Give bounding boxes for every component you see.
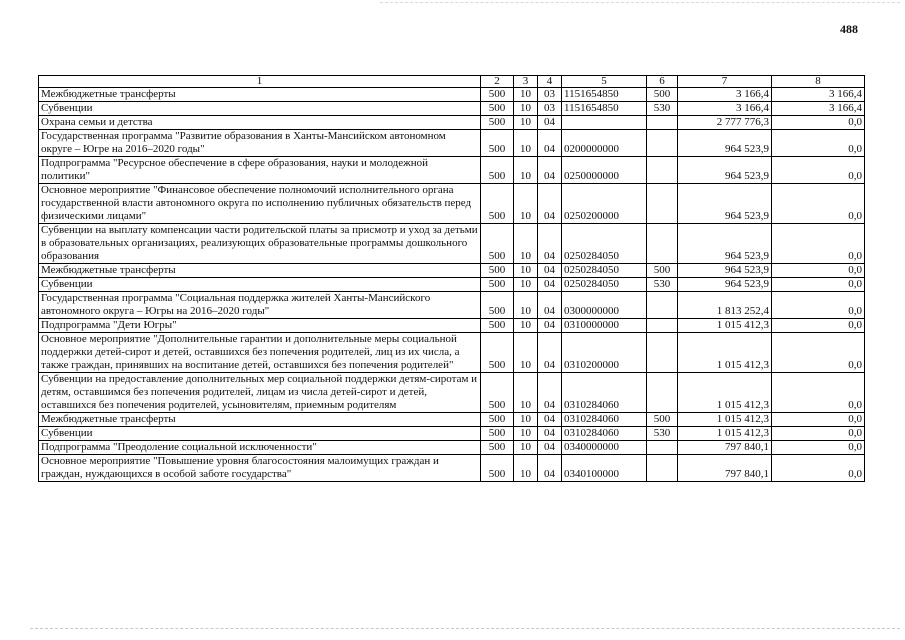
row-amount-cell: 964 523,9 xyxy=(678,130,772,157)
row-code-cell: 500 xyxy=(481,88,514,102)
row-expense-type-cell xyxy=(647,455,678,482)
row-code-cell: 500 xyxy=(481,441,514,455)
scan-artifact-bottom xyxy=(30,628,900,629)
row-subsection-cell: 04 xyxy=(538,184,562,224)
row-amount-cell: 1 015 412,3 xyxy=(678,413,772,427)
row-name-cell: Охрана семьи и детства xyxy=(39,116,481,130)
row-amount-cell: 3 166,4 xyxy=(678,102,772,116)
header-cell: 1 xyxy=(39,76,481,88)
table-row xyxy=(39,455,865,482)
row-section-cell: 10 xyxy=(514,413,538,427)
row-expense-type-cell xyxy=(647,319,678,333)
table-row xyxy=(39,319,865,333)
row-target-cell: 0310284060 xyxy=(562,413,647,427)
row-target-cell: 0250284050 xyxy=(562,224,647,264)
scan-artifact-top xyxy=(380,2,900,3)
row-name-cell: Подпрограмма "Ресурсное обеспечение в сфере образования, науки и молодежной политики" xyxy=(39,157,481,184)
row-amount2-cell: 0,0 xyxy=(772,224,865,264)
row-expense-type-cell: 500 xyxy=(647,413,678,427)
row-name-cell: Подпрограмма "Дети Югры" xyxy=(39,319,481,333)
row-amount2-cell: 0,0 xyxy=(772,455,865,482)
row-name-cell: Государственная программа "Социальная поддержка жителей Ханты-Мансийского автономного округа – Югры на 2016–2020 годы" xyxy=(39,292,481,319)
row-subsection-cell: 04 xyxy=(538,413,562,427)
row-subsection-cell: 04 xyxy=(538,319,562,333)
row-amount-cell: 964 523,9 xyxy=(678,224,772,264)
row-expense-type-cell xyxy=(647,441,678,455)
row-target-cell: 0250284050 xyxy=(562,278,647,292)
row-code-cell: 500 xyxy=(481,455,514,482)
table-row xyxy=(39,224,865,264)
row-name-cell: Основное мероприятие "Финансовое обеспечение полномочий исполнительного органа государственной власти автономного округа по исполнению публичных обязательств перед физическими лицами" xyxy=(39,184,481,224)
row-amount2-cell: 0,0 xyxy=(772,319,865,333)
header-cell: 3 xyxy=(514,76,538,88)
header-cell: 8 xyxy=(772,76,865,88)
row-amount2-cell: 0,0 xyxy=(772,373,865,413)
row-target-cell: 0340100000 xyxy=(562,455,647,482)
row-expense-type-cell xyxy=(647,373,678,413)
row-subsection-cell: 04 xyxy=(538,292,562,319)
row-code-cell: 500 xyxy=(481,184,514,224)
row-code-cell: 500 xyxy=(481,413,514,427)
row-section-cell: 10 xyxy=(514,292,538,319)
row-subsection-cell: 04 xyxy=(538,427,562,441)
row-section-cell: 10 xyxy=(514,157,538,184)
header-cell: 7 xyxy=(678,76,772,88)
row-code-cell: 500 xyxy=(481,278,514,292)
row-amount2-cell: 0,0 xyxy=(772,116,865,130)
row-amount-cell: 964 523,9 xyxy=(678,278,772,292)
row-expense-type-cell xyxy=(647,116,678,130)
row-amount-cell: 1 015 412,3 xyxy=(678,427,772,441)
row-subsection-cell: 04 xyxy=(538,333,562,373)
row-section-cell: 10 xyxy=(514,455,538,482)
row-amount-cell: 2 777 776,3 xyxy=(678,116,772,130)
row-amount-cell: 797 840,1 xyxy=(678,441,772,455)
row-section-cell: 10 xyxy=(514,102,538,116)
row-amount2-cell: 3 166,4 xyxy=(772,102,865,116)
row-amount-cell: 964 523,9 xyxy=(678,184,772,224)
row-subsection-cell: 04 xyxy=(538,130,562,157)
row-amount2-cell: 0,0 xyxy=(772,333,865,373)
row-amount2-cell: 0,0 xyxy=(772,157,865,184)
table-row xyxy=(39,427,865,441)
table-row xyxy=(39,278,865,292)
row-code-cell: 500 xyxy=(481,116,514,130)
row-name-cell: Межбюджетные трансферты xyxy=(39,88,481,102)
row-name-cell: Субвенции xyxy=(39,102,481,116)
table-row xyxy=(39,333,865,373)
row-expense-type-cell xyxy=(647,184,678,224)
row-code-cell: 500 xyxy=(481,292,514,319)
row-target-cell: 0250200000 xyxy=(562,184,647,224)
row-amount-cell: 1 015 412,3 xyxy=(678,319,772,333)
table-row xyxy=(39,413,865,427)
row-expense-type-cell: 500 xyxy=(647,88,678,102)
row-target-cell: 0250000000 xyxy=(562,157,647,184)
row-name-cell: Субвенции xyxy=(39,427,481,441)
page-number: 488 xyxy=(840,22,858,36)
row-subsection-cell: 04 xyxy=(538,373,562,413)
row-subsection-cell: 04 xyxy=(538,224,562,264)
row-name-cell: Государственная программа "Развитие образования в Ханты-Мансийском автономном округе – Югре на 2016–2020 годы" xyxy=(39,130,481,157)
row-target-cell: 0310000000 xyxy=(562,319,647,333)
row-section-cell: 10 xyxy=(514,333,538,373)
header-cell: 2 xyxy=(481,76,514,88)
row-amount-cell: 3 166,4 xyxy=(678,88,772,102)
row-amount2-cell: 0,0 xyxy=(772,184,865,224)
row-name-cell: Субвенции на предоставление дополнительных мер социальной поддержки детям-сиротам и детям, оставшимся без попечения родителей, лицам из числа детей-сирот и детей, оставшихся без попечения родителей, усыновителям, приемным родителям xyxy=(39,373,481,413)
row-name-cell: Основное мероприятие "Повышение уровня благосостояния малоимущих граждан и граждан, нуждающихся в особой заботе государства" xyxy=(39,455,481,482)
row-target-cell: 0300000000 xyxy=(562,292,647,319)
row-expense-type-cell xyxy=(647,157,678,184)
row-name-cell: Основное мероприятие "Дополнительные гарантии и дополнительные меры социальной поддержки детей-сирот и детей, оставшихся без попечения родителей, лиц из их числа, а также граждан, принявших на воспитание детей, оставшихся без попечения родителей" xyxy=(39,333,481,373)
row-amount2-cell: 0,0 xyxy=(772,292,865,319)
row-code-cell: 500 xyxy=(481,264,514,278)
row-expense-type-cell xyxy=(647,292,678,319)
table-row xyxy=(39,184,865,224)
row-section-cell: 10 xyxy=(514,184,538,224)
row-expense-type-cell: 530 xyxy=(647,427,678,441)
row-code-cell: 500 xyxy=(481,157,514,184)
row-section-cell: 10 xyxy=(514,116,538,130)
row-expense-type-cell xyxy=(647,224,678,264)
row-section-cell: 10 xyxy=(514,264,538,278)
row-section-cell: 10 xyxy=(514,88,538,102)
row-amount2-cell: 0,0 xyxy=(772,441,865,455)
table-row xyxy=(39,157,865,184)
row-amount-cell: 1 015 412,3 xyxy=(678,333,772,373)
row-target-cell: 0310284060 xyxy=(562,427,647,441)
row-subsection-cell: 04 xyxy=(538,441,562,455)
row-amount-cell: 1 015 412,3 xyxy=(678,373,772,413)
row-amount2-cell: 0,0 xyxy=(772,130,865,157)
row-amount-cell: 964 523,9 xyxy=(678,264,772,278)
row-target-cell: 0310284060 xyxy=(562,373,647,413)
row-section-cell: 10 xyxy=(514,427,538,441)
table-row xyxy=(39,88,865,102)
row-name-cell: Подпрограмма "Преодоление социальной исключенности" xyxy=(39,441,481,455)
row-amount2-cell: 0,0 xyxy=(772,413,865,427)
row-amount-cell: 797 840,1 xyxy=(678,455,772,482)
row-section-cell: 10 xyxy=(514,373,538,413)
row-subsection-cell: 04 xyxy=(538,116,562,130)
row-subsection-cell: 04 xyxy=(538,278,562,292)
row-expense-type-cell xyxy=(647,130,678,157)
row-section-cell: 10 xyxy=(514,278,538,292)
row-code-cell: 500 xyxy=(481,130,514,157)
row-subsection-cell: 04 xyxy=(538,455,562,482)
row-code-cell: 500 xyxy=(481,373,514,413)
table-row xyxy=(39,373,865,413)
row-expense-type-cell: 500 xyxy=(647,264,678,278)
row-amount2-cell: 0,0 xyxy=(772,264,865,278)
table-row xyxy=(39,102,865,116)
row-expense-type-cell: 530 xyxy=(647,102,678,116)
table-row xyxy=(39,292,865,319)
row-subsection-cell: 04 xyxy=(538,157,562,184)
header-cell: 6 xyxy=(647,76,678,88)
table-header-row xyxy=(39,76,865,88)
row-amount-cell: 1 813 252,4 xyxy=(678,292,772,319)
row-code-cell: 500 xyxy=(481,224,514,264)
row-subsection-cell: 04 xyxy=(538,264,562,278)
row-name-cell: Субвенции на выплату компенсации части родительской платы за присмотр и уход за детьми в образовательных организациях, реализующих образовательные программы дошкольного образования xyxy=(39,224,481,264)
row-section-cell: 10 xyxy=(514,319,538,333)
header-cell: 5 xyxy=(562,76,647,88)
row-name-cell: Субвенции xyxy=(39,278,481,292)
row-name-cell: Межбюджетные трансферты xyxy=(39,264,481,278)
row-section-cell: 10 xyxy=(514,224,538,264)
header-cell: 4 xyxy=(538,76,562,88)
row-code-cell: 500 xyxy=(481,319,514,333)
row-target-cell: 1151654850 xyxy=(562,88,647,102)
table-row xyxy=(39,441,865,455)
row-expense-type-cell: 530 xyxy=(647,278,678,292)
row-target-cell: 0250284050 xyxy=(562,264,647,278)
row-subsection-cell: 03 xyxy=(538,102,562,116)
row-section-cell: 10 xyxy=(514,130,538,157)
table-row xyxy=(39,264,865,278)
row-amount-cell: 964 523,9 xyxy=(678,157,772,184)
table-row xyxy=(39,116,865,130)
row-amount2-cell: 0,0 xyxy=(772,427,865,441)
row-code-cell: 500 xyxy=(481,427,514,441)
row-target-cell: 1151654850 xyxy=(562,102,647,116)
row-amount2-cell: 0,0 xyxy=(772,278,865,292)
row-section-cell: 10 xyxy=(514,441,538,455)
row-name-cell: Межбюджетные трансферты xyxy=(39,413,481,427)
table-row xyxy=(39,130,865,157)
row-target-cell xyxy=(562,116,647,130)
row-code-cell: 500 xyxy=(481,333,514,373)
row-code-cell: 500 xyxy=(481,102,514,116)
row-subsection-cell: 03 xyxy=(538,88,562,102)
row-target-cell: 0310200000 xyxy=(562,333,647,373)
row-target-cell: 0200000000 xyxy=(562,130,647,157)
row-amount2-cell: 3 166,4 xyxy=(772,88,865,102)
row-expense-type-cell xyxy=(647,333,678,373)
budget-table xyxy=(38,75,865,482)
row-target-cell: 0340000000 xyxy=(562,441,647,455)
